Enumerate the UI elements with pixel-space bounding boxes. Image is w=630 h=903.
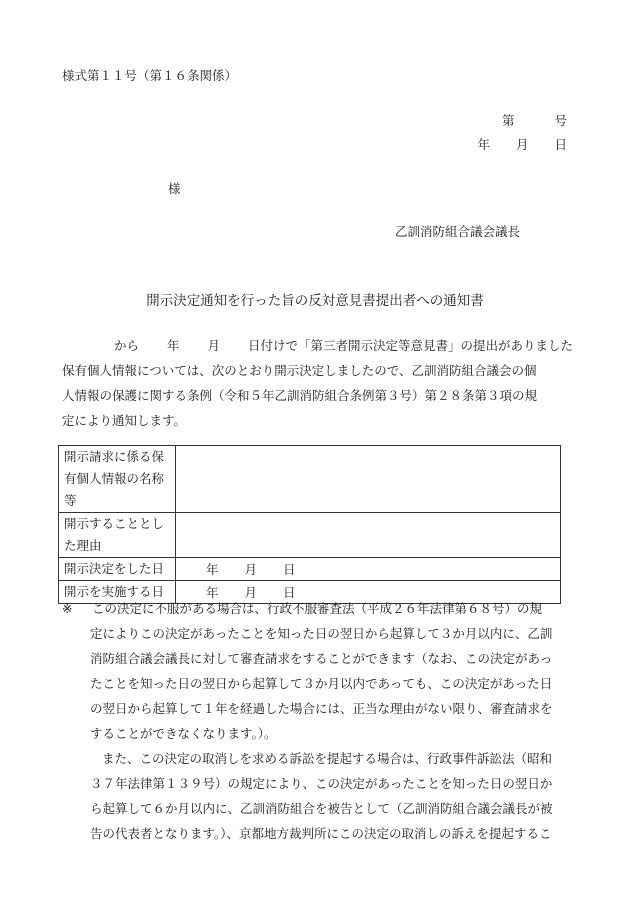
note-line: することができなくなります。）。: [90, 726, 277, 741]
document-title: 開示決定通知を行った旨の反対意見書提出者への通知書: [146, 293, 484, 309]
body-month: 月: [207, 338, 221, 353]
note-line: ３７年法律第１３９号）の規定により、この決定があったことを知った日の翌日か: [90, 776, 553, 791]
number-suffix: 号: [554, 113, 567, 128]
body-line: [62, 339, 572, 364]
note-mark: ※: [62, 601, 73, 616]
table-row: [59, 558, 561, 581]
note-line: 定によりこの決定があったことを知った日の翌日から起算して３か月以内に、乙訓: [90, 626, 553, 641]
body-year: 年: [167, 338, 180, 353]
note-line: また、この決定の取消しを求める訴訟を提起する場合は、行政事件訴訟法（昭和: [102, 751, 553, 766]
note-section: [62, 602, 574, 852]
note-line: ※ この決定に不服がある場合は、行政不服審査法（平成２６年法律第６８号）の規: [62, 601, 543, 616]
body-paragraph: [62, 339, 572, 439]
info-table: [58, 445, 561, 604]
document-date: [477, 135, 567, 153]
addressee: 様: [168, 181, 181, 196]
document-number: [502, 111, 567, 129]
date-month: 月: [515, 137, 529, 152]
row-value-reason: [176, 513, 561, 558]
body-line: 保有個人情報については、次のとおり開示決定しましたので、乙訓消防組合議会の個: [62, 363, 537, 378]
body-line: 人情報の保護に関する条例（令和５年乙訓消防組合条例第３号）第２８条第３項の規: [62, 388, 538, 403]
sender: 乙訓消防組合議会議長: [394, 224, 520, 239]
table-row: [59, 446, 561, 513]
row-label-decision-date: 開示決定をした日: [59, 558, 176, 581]
date-year: 年: [477, 137, 490, 152]
body-from: から: [114, 338, 140, 353]
form-number: 様式第１１号（第１６条関係）: [62, 68, 238, 83]
body-line: 定により通知します。: [62, 413, 187, 428]
row-label-reason: 開示することとし た理由: [59, 513, 176, 558]
row-value-implementation-date: 年 月 日: [176, 581, 561, 604]
row-value-info-name: [176, 446, 561, 513]
row-label-info-name: 開示請求に係る保 有個人情報の名称 等: [59, 446, 176, 513]
note-line: 消防組合議会議長に対して審査請求をすることができます（なお、この決定があっ: [90, 651, 553, 666]
note-line: の翌日から起算して１年を経過した場合には、正当な理由がない限り、審査請求を: [90, 701, 553, 716]
note-line: 告の代表者となります。）、京都地方裁判所にこの決定の取消しの訴えを提起するこ: [90, 826, 552, 841]
note-line: ら起算して６か月以内に、乙訓消防組合を被告として（乙訓消防組合議会議長が被: [90, 801, 553, 816]
number-prefix: 第: [501, 113, 515, 128]
table-row: [59, 513, 561, 558]
note-line: たことを知った日の翌日から起算して３か月以内であっても、この決定があった日: [90, 676, 553, 691]
date-day: 日: [554, 137, 567, 152]
row-label-implementation-date: 開示を実施する日: [59, 581, 176, 604]
body-dated: 日付けで「第三者開示決定等意見書」の提出がありました: [248, 338, 574, 353]
row-value-decision-date: 年 月 日: [176, 558, 561, 581]
